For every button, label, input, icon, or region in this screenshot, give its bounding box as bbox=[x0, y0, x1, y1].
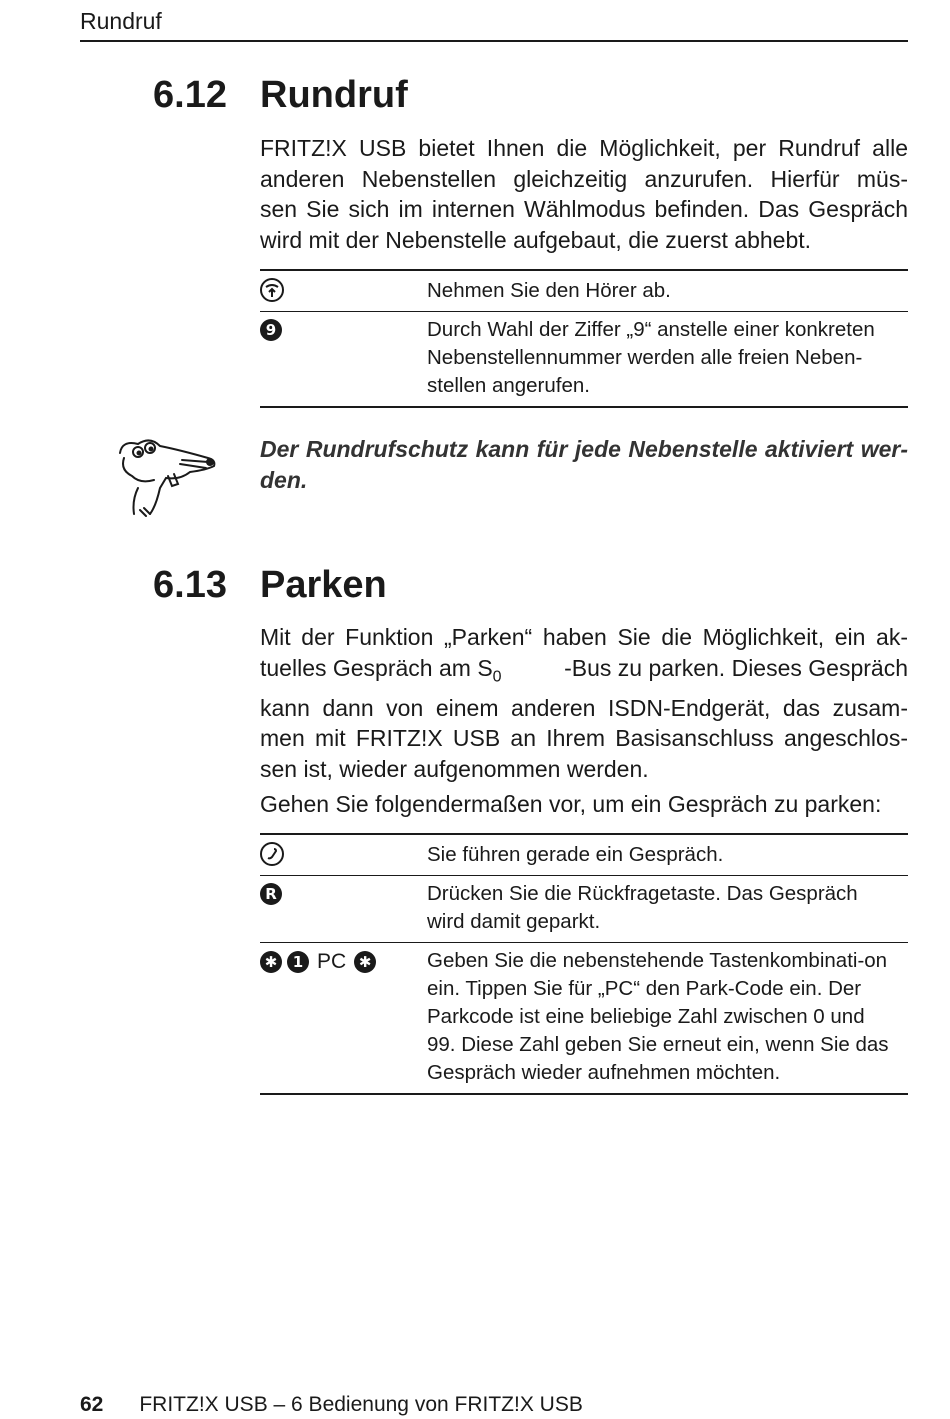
park-code-label: PC bbox=[317, 950, 347, 973]
step-text: Sie führen gerade ein Gespräch. bbox=[427, 843, 724, 866]
step-text: Durch Wahl der Ziffer „9“ anstelle einer konkreten Nebenstellennummer werden alle freien Neben-stellen angerufen. bbox=[427, 318, 875, 397]
section-number: 6.13 bbox=[153, 564, 227, 606]
paragraph-line: men mit FRITZ!X USB an Ihrem Basisanschluss angeschlos- bbox=[260, 725, 908, 752]
running-header: Rundruf bbox=[80, 8, 162, 34]
star-key-icon: ✱ bbox=[354, 951, 376, 973]
paragraph-line: wird mit der Nebenstelle aufgebaut, die zuerst abhebt. bbox=[260, 226, 812, 253]
paragraph-line: sen ist, wieder aufgenommen werden. bbox=[260, 755, 649, 782]
digit-9-icon: 9 bbox=[260, 319, 282, 341]
section-title: Parken bbox=[260, 564, 387, 606]
table-rule bbox=[260, 406, 908, 408]
table-row bbox=[260, 876, 908, 942]
step-text: Drücken Sie die Rückfragetaste. Das Gespräch wird damit geparkt. bbox=[427, 882, 858, 933]
handset-lift-icon bbox=[260, 278, 284, 302]
section-paragraph bbox=[260, 622, 908, 784]
section-title: Rundruf bbox=[260, 74, 408, 116]
table-row bbox=[260, 271, 908, 311]
subscript-zero: 0 bbox=[492, 668, 502, 686]
table-row bbox=[260, 312, 908, 406]
paragraph-line bbox=[260, 653, 908, 693]
paragraph-fragment: -Bus zu parken. Dieses Gespräch bbox=[564, 654, 908, 681]
section-number: 6.12 bbox=[153, 74, 227, 116]
table-row bbox=[260, 943, 908, 1093]
tip-note: Der Rundrufschutz kann für jede Nebenstelle aktiviert wer-den. bbox=[260, 436, 908, 493]
digit-1-icon: 1 bbox=[287, 951, 309, 973]
step-text: Nehmen Sie den Hörer ab. bbox=[427, 279, 671, 302]
mascot-icon bbox=[110, 428, 240, 518]
page-footer bbox=[80, 1393, 583, 1417]
header-rule bbox=[80, 40, 908, 42]
step-text: Geben Sie die nebenstehende Tastenkombinati-on ein. Tippen Sie für „PC“ den Park-Code ein. Der Parkcode ist eine beliebige Zahl zwischen 0 und 99. Diese Zahl geben Sie erneut ein, wenn Sie das Gespräch wieder aufnehmen möchten. bbox=[427, 949, 889, 1084]
paragraph-line: kann dann von einem anderen ISDN-Endgerät, das zusam- bbox=[260, 694, 908, 721]
intro-text: Gehen Sie folgendermaßen vor, um ein Gespräch zu parken: bbox=[260, 791, 882, 817]
table-rule bbox=[260, 1093, 908, 1095]
footer-text: FRITZ!X USB – 6 Bedienung von FRITZ!X USB bbox=[139, 1393, 583, 1416]
paragraph-line: Mit der Funktion „Parken“ haben Sie die Möglichkeit, ein ak- bbox=[260, 624, 908, 650]
step-table bbox=[260, 833, 908, 1095]
star-key-icon: ✱ bbox=[260, 951, 282, 973]
section-paragraph bbox=[260, 133, 908, 255]
paragraph-line: FRITZ!X USB bietet Ihnen die Möglichkeit, per Rundruf alle bbox=[260, 135, 908, 161]
call-active-icon bbox=[260, 842, 284, 866]
paragraph-line: anderen Nebenstellen gleichzeitig anzurufen. Hierfür müs- bbox=[260, 165, 908, 192]
step-table bbox=[260, 269, 908, 408]
page-number: 62 bbox=[80, 1393, 104, 1416]
paragraph-line: sen Sie sich im internen Wählmodus befinden. Das Gespräch bbox=[260, 196, 908, 222]
paragraph-fragment: tuelles Gespräch am S bbox=[260, 654, 493, 681]
recall-key-icon: R bbox=[260, 883, 282, 905]
table-row bbox=[260, 835, 908, 875]
